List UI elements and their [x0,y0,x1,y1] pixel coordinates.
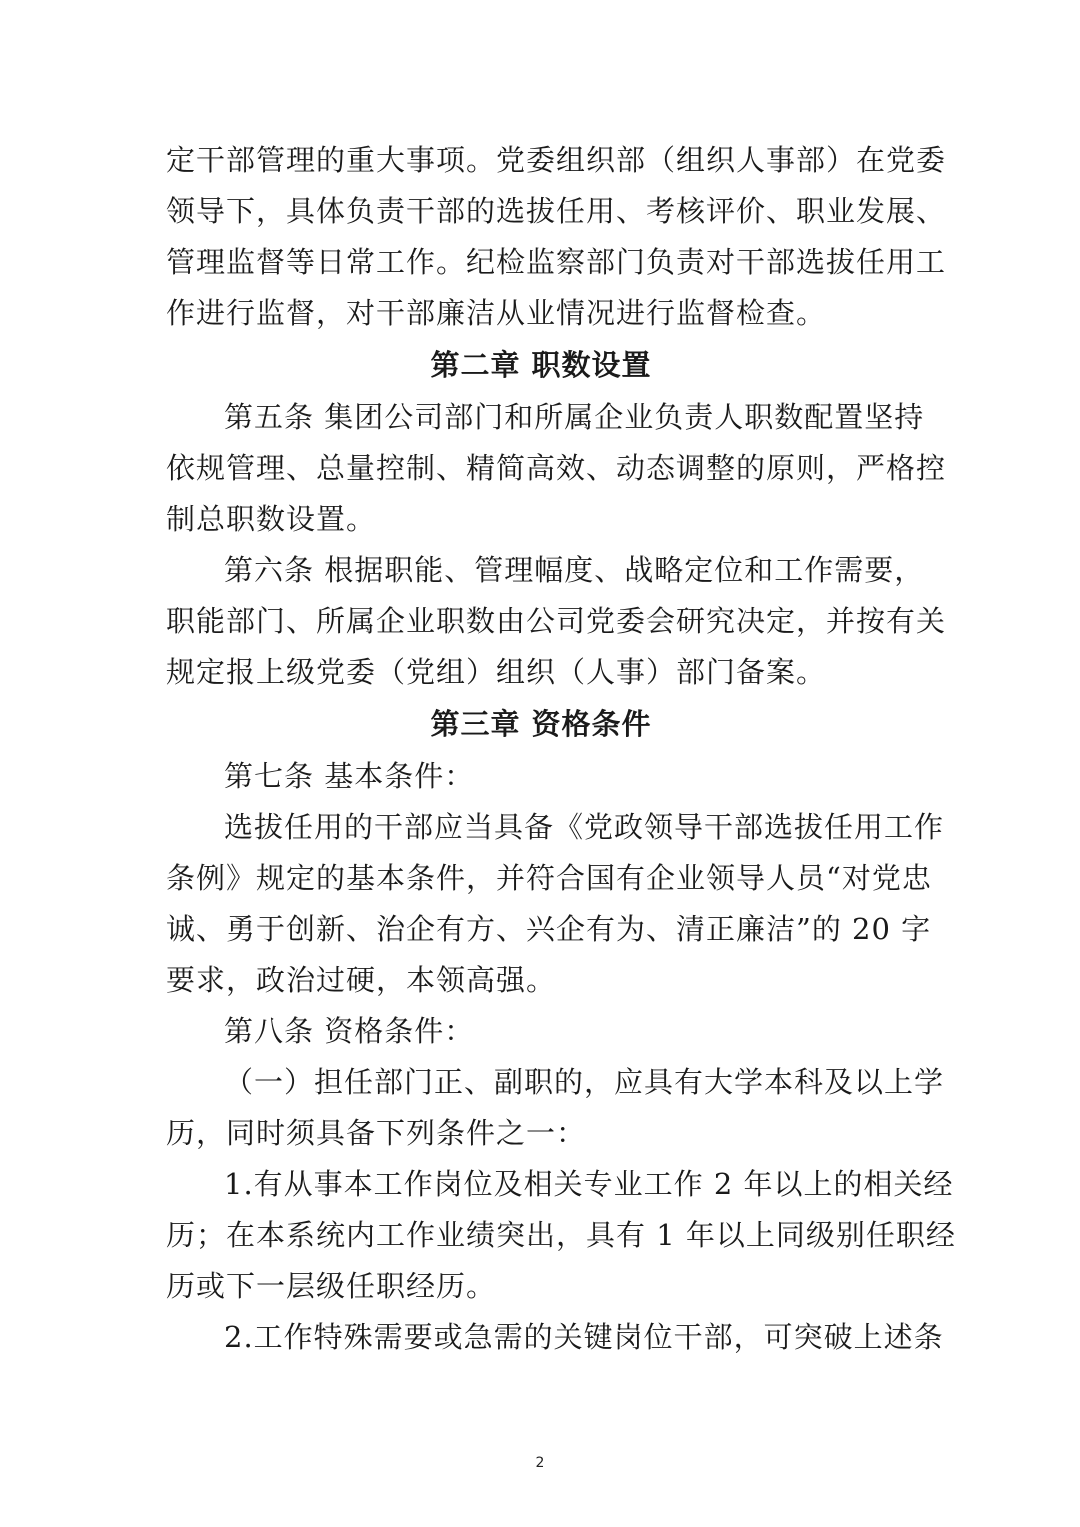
text-line: 规定报上级党委（党组）组织（人事）部门备案。 [166,655,827,689]
text-line: 管理监督等日常工作。纪检监察部门负责对干部选拔任用工 [166,245,947,279]
text-line: 1.有从事本工作岗位及相关专业工作 2 年以上的相关经 [224,1167,954,1201]
chapter-heading: 第二章 职数设置 [430,348,652,382]
text-line: 选拔任用的干部应当具备《党政领导干部选拔任用工作 [224,810,945,844]
text-line: 诚、勇于创新、治企有方、兴企有为、清正廉洁”的 20 字 [166,912,932,946]
text-line: 历，同时须具备下列条件之一： [166,1116,587,1150]
article-line: 第五条 集团公司部门和所属企业负责人职数配置坚持 [224,400,925,434]
chapter-heading: 第三章 资格条件 [430,707,652,741]
text-line: 制总职数设置。 [166,502,377,536]
text-line: 历或下一层级任职经历。 [166,1269,497,1303]
article-line: 第八条 资格条件： [224,1014,475,1048]
text-line: （一）担任部门正、副职的，应具有大学本科及以上学 [224,1065,945,1099]
page-number: 2 [535,1455,545,1471]
text-line: 要求，政治过硬，本领高强。 [166,963,557,997]
text-line: 职能部门、所属企业职数由公司党委会研究决定，并按有关 [166,604,947,638]
text-line: 领导下，具体负责干部的选拔任用、考核评价、职业发展、 [166,194,947,228]
text-line: 2.工作特殊需要或急需的关键岗位干部，可突破上述条 [224,1320,944,1354]
text-line: 历；在本系统内工作业绩突出，具有 1 年以上同级别任职经 [166,1218,956,1252]
text-line: 依规管理、总量控制、精简高效、动态调整的原则，严格控 [166,451,947,485]
document-body [166,135,956,1363]
text-line: 作进行监督，对干部廉洁从业情况进行监督检查。 [166,296,827,330]
article-line: 第七条 基本条件： [224,759,475,793]
text-line: 条例》规定的基本条件，并符合国有企业领导人员“对党忠 [166,861,932,895]
text-line: 定干部管理的重大事项。党委组织部（组织人事部）在党委 [166,143,947,177]
article-line: 第六条 根据职能、管理幅度、战略定位和工作需要， [224,553,925,587]
